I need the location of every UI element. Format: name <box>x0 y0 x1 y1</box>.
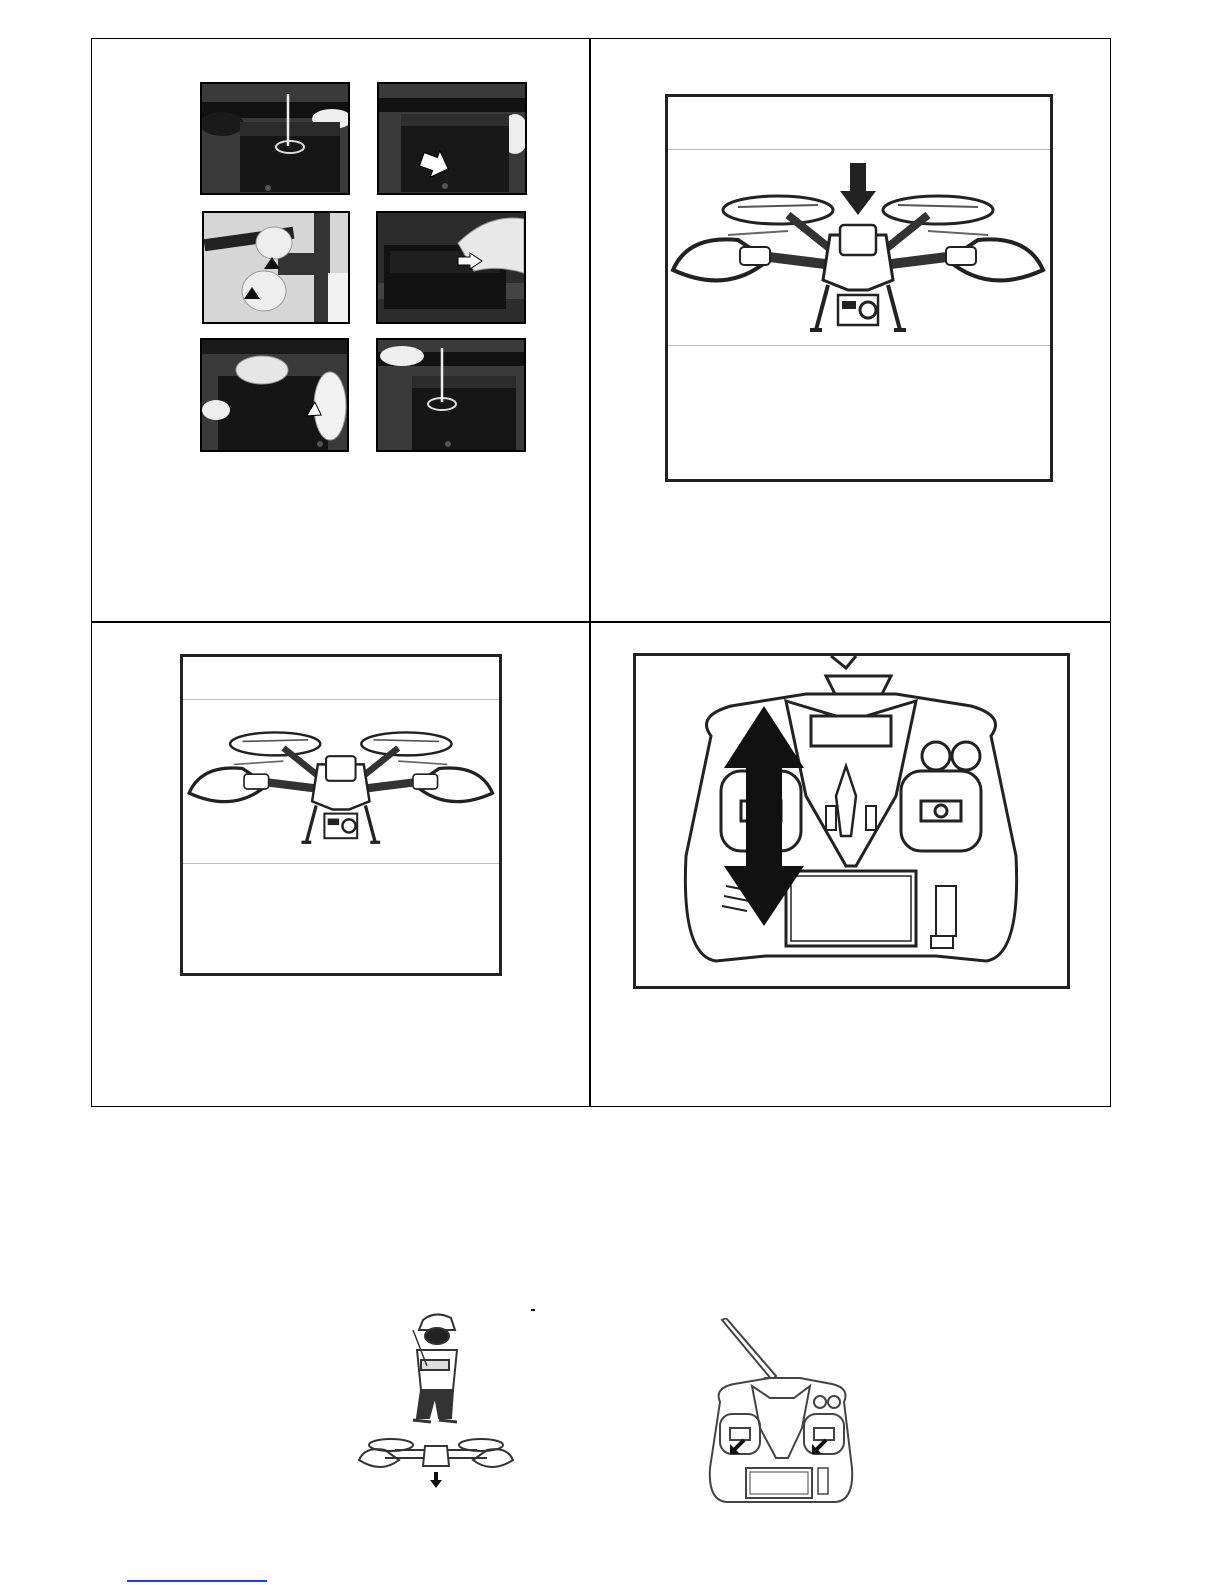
controller-image <box>685 656 1016 961</box>
grid-divider-horizontal <box>92 621 1110 623</box>
pilot-with-drone <box>355 1310 517 1490</box>
battery-photo-2 <box>377 82 527 195</box>
battery-photo-5 <box>200 338 349 452</box>
panel-controller-throttle <box>633 653 1070 989</box>
battery-photo-3 <box>202 211 350 324</box>
arrow-down-icon <box>840 163 876 215</box>
footer-link-underline[interactable] <box>127 1580 267 1582</box>
drone-image <box>673 196 1043 330</box>
remote-controller <box>700 1318 860 1504</box>
drone-image <box>189 732 492 842</box>
battery-photo-4 <box>376 211 526 324</box>
panel-drone-front <box>180 654 502 976</box>
tick-mark <box>531 1309 535 1311</box>
grid-divider-vertical <box>589 39 591 1106</box>
panel-drone-front-arrow <box>665 94 1053 482</box>
arrow-down-icon <box>430 1472 442 1488</box>
battery-photo-6 <box>376 338 526 452</box>
battery-photo-1 <box>200 82 350 195</box>
